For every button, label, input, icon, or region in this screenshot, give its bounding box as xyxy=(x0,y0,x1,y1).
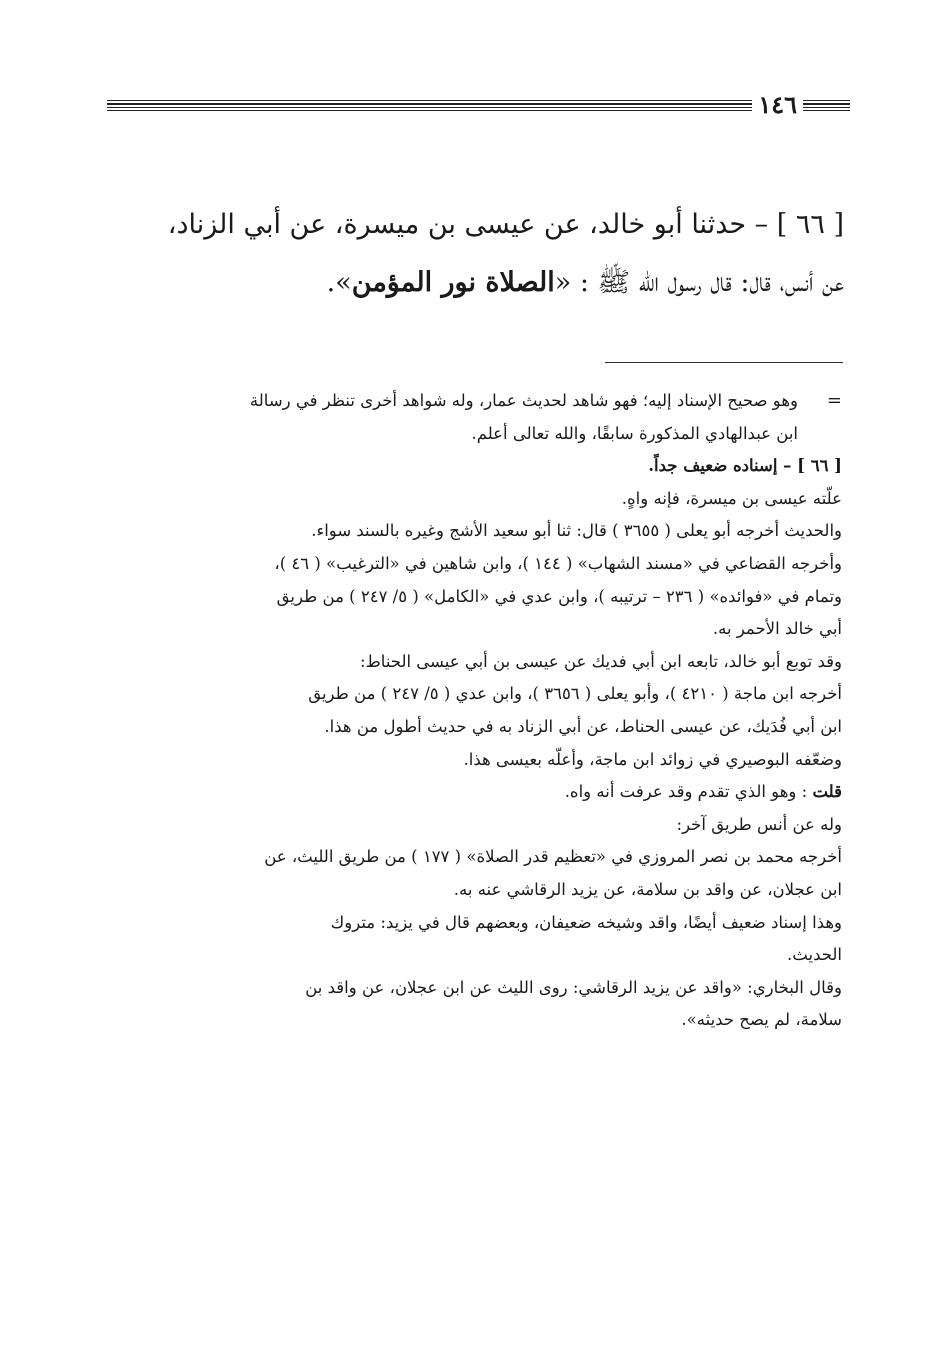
hadith-line-1: [ ٦٦ ] – حدثنا أبو خالد، عن عيسى بن ميسرة، عن أبي الزناد، xyxy=(167,209,844,240)
footnote-line: أخرجه محمد بن نصر المروزي في «تعظيم قدر الصلاة» ( ١٧٧ ) من طريق الليث، عن xyxy=(264,847,842,867)
continuation-line-2: ابن عبدالهادي المذكورة سابقًا، والله تعالى أعلم. xyxy=(471,423,798,443)
footnote-line: وتمام في «فوائده» ( ٢٣٦ – ترتيبه )، وابن عدي في «الكامل» ( ٥/ ٢٤٧ ) من طريق xyxy=(276,586,842,606)
footnote-line: وهذا إسناد ضعيف أيضًا، واقد وشيخه ضعيفان، وبعضهم قال في يزيد: متروك xyxy=(330,912,842,932)
footnote-continuation xyxy=(106,385,842,450)
footnote-line: أبي خالد الأحمر به. xyxy=(712,619,842,639)
qult-label: قلت xyxy=(812,782,842,802)
footnote-line: علّته عيسى بن ميسرة، فإنه واهٍ. xyxy=(621,488,842,508)
footnote-line: ابن عجلان، عن واقد بن سلامة، عن يزيد الرقاشي عنه به. xyxy=(453,879,842,899)
footnote-line: وقد توبع أبو خالد، تابعه ابن أبي فديك عن عيسى بن أبي عيسى الحناط: xyxy=(359,651,842,671)
hadith-line-2-suffix: ». xyxy=(326,267,352,298)
hadith-text xyxy=(96,196,844,312)
footnotes xyxy=(106,385,842,1037)
footnote-line: وقال البخاري: «واقد عن يزيد الرقاشي: روى الليث عن ابن عجلان، عن واقد بن xyxy=(305,977,842,997)
hadith-line-2 xyxy=(96,254,844,312)
footnote-heading: [ ٦٦ ] – إسناده ضعيف جداً. xyxy=(648,456,842,476)
page-header xyxy=(107,92,850,118)
header-rule-right xyxy=(803,100,850,111)
hadith-line-2-prefix: عن أنس، قال: قال رسول الله ﷺ : « xyxy=(554,267,844,298)
footnote-separator xyxy=(605,362,843,363)
hadith-quote: الصلاة نور المؤمن xyxy=(351,267,555,298)
footnote-line: وضعّفه البوصيري في زوائد ابن ماجة، وأعلّه بعيسى هذا. xyxy=(463,749,842,769)
page-number: ١٤٦ xyxy=(758,90,797,119)
footnote-line: وله عن أنس طريق آخر: xyxy=(676,814,842,834)
footnote-line: ابن أبي فُدَيك، عن عيسى الحناط، عن أبي الزناد به في حديث أطول من هذا. xyxy=(324,716,842,736)
continuation-mark: = xyxy=(826,390,842,411)
continuation-line-1: وهو صحيح الإسناد إليه؛ فهو شاهد لحديث عمار، وله شواهد أخرى تنظر في رسالة xyxy=(249,391,798,410)
footnote-line: الحديث. xyxy=(787,945,842,965)
footnote-line: سلامة، لم يصح حديثه». xyxy=(681,1010,842,1030)
footnote-line: وأخرجه القضاعي في «مسند الشهاب» ( ١٤٤ )، وابن شاهين في «الترغيب» ( ٤٦ )، xyxy=(274,553,842,573)
footnote-line: والحديث أخرجه أبو يعلى ( ٣٦٥٥ ) قال: ثنا أبو سعيد الأشج وغيره بالسند سواء. xyxy=(311,521,842,541)
qult-line xyxy=(106,776,842,809)
header-rule-left xyxy=(107,100,752,111)
footnote-line: أخرجه ابن ماجة ( ٤٢١٠ )، وأبو يعلى ( ٣٦٥٦ )، وابن عدي ( ٥/ ٢٤٧ ) من طريق xyxy=(308,684,842,704)
qult-text: : وهو الذي تقدم وقد عرفت أنه واه. xyxy=(564,782,808,802)
